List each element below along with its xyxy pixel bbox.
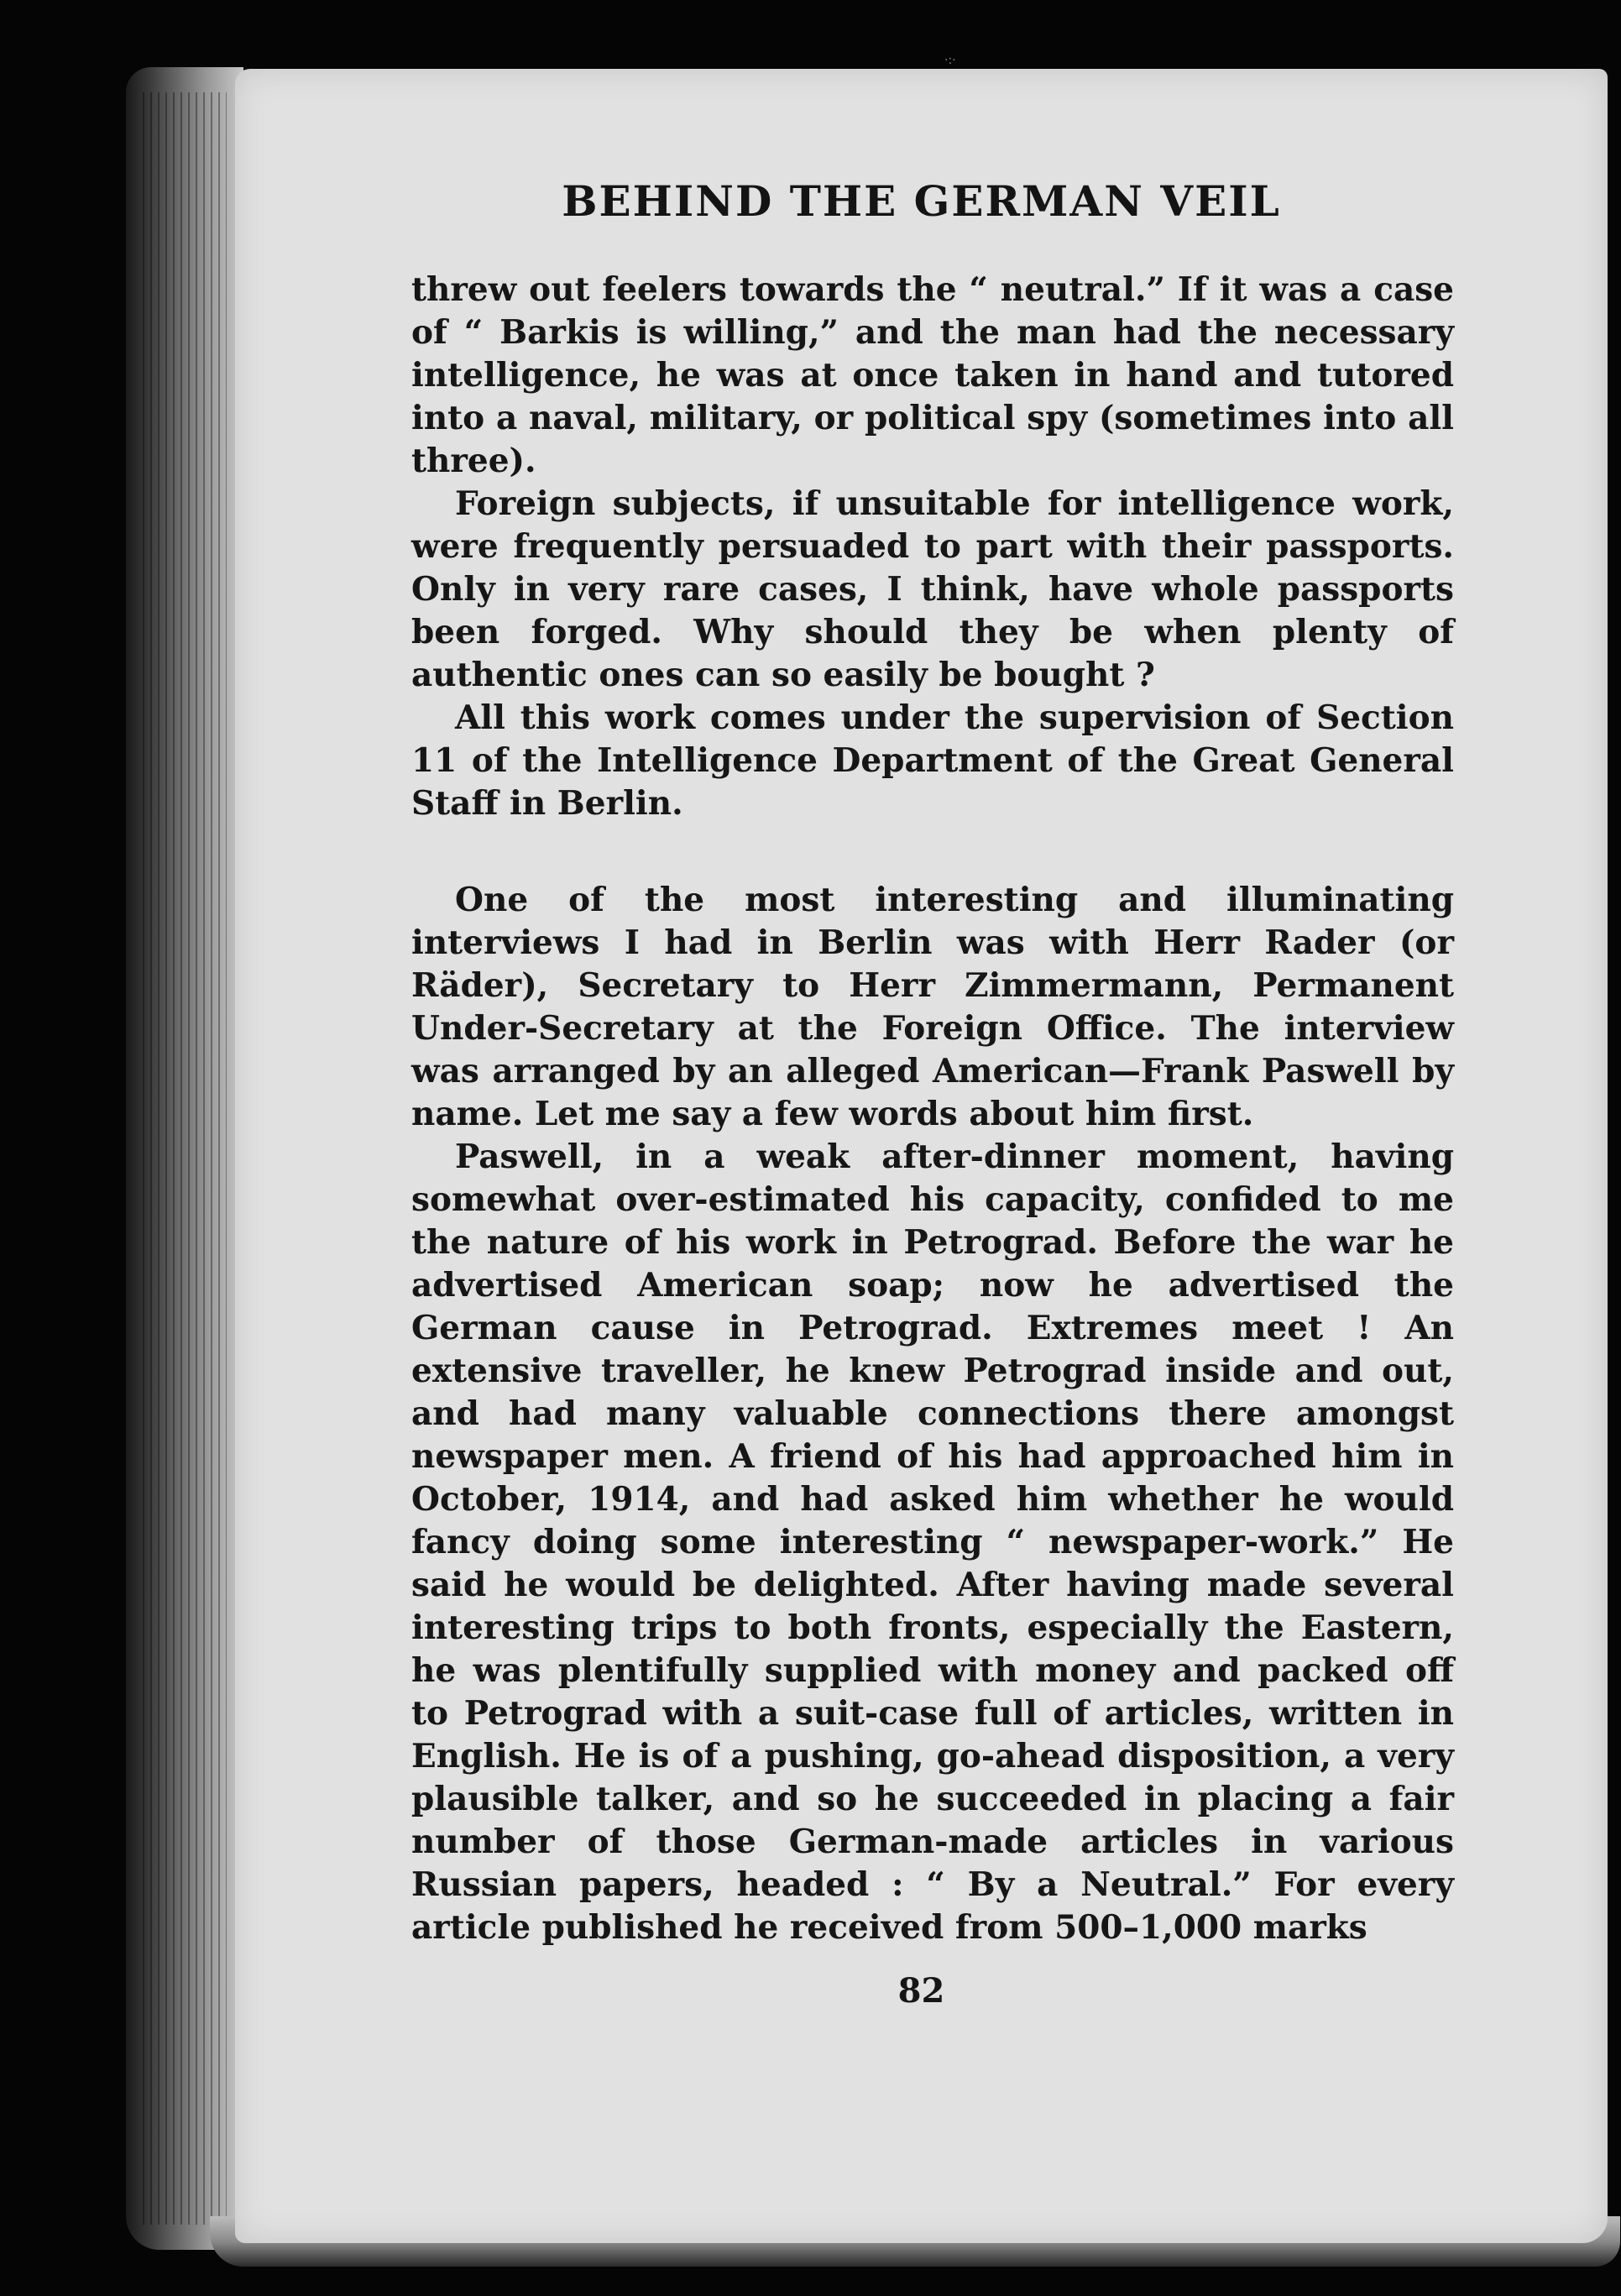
page-number: 82: [897, 1971, 945, 2011]
paragraph: Foreign subjects, if unsuitable for intelligence work, were frequently persuaded to part with their passports. Only in very rare cases, I think, have whole passports been forged. Why should they be when plenty of authentic ones can so easily be bought ?: [411, 484, 1454, 694]
body-text: [411, 269, 1454, 1949]
page-stack-edges: [143, 92, 227, 2225]
section-break: [411, 825, 1454, 879]
scan-speck: ·:·: [944, 54, 956, 67]
running-head: BEHIND THE GERMAN VEIL: [562, 176, 1281, 226]
paragraph: All this work comes under the supervision of Section 11 of the Intelligence Department of the Great General Staff in Berlin.: [411, 698, 1454, 823]
paragraph: threw out feelers towards the “ neutral.” If it was a case of “ Barkis is willing,” and the man had the necessary intelligence, he was at once taken in hand and tutored into a naval, military, or political spy (sometimes into all three).: [411, 270, 1454, 480]
paragraph: One of the most interesting and illuminating interviews I had in Berlin was with Herr Rader (or Räder), Secretary to Herr Zimmermann, Permanent Under-Secretary at the Foreign Office. The interview was arranged by an alleged American—Frank Paswell by name. Let me say a few words about him first.: [411, 881, 1454, 1133]
paragraph: Paswell, in a weak after-dinner moment, having somewhat over-estimated his capacity, confided to me the nature of his work in Petrograd. Before the war he advertised American soap; now he advertised the German cause in Petrograd. Extremes meet ! An extensive traveller, he knew Petrograd inside and out, and had many valuable connections there amongst newspaper men. A friend of his had approached him in October, 1914, and had asked him whether he would fancy doing some interesting “ newspaper-work.” He said he would be delighted. After having made several interesting trips to both fronts, especially the Eastern, he was plentifully supplied with money and packed off to Petrograd with a suit-case full of articles, written in English. He is of a pushing, go-ahead disposition, a very plausible talker, and so he succeeded in placing a fair number of those German-made articles in various Russian papers, headed : “ By a Neutral.” For every article published he received from 500–1,000 marks: [411, 1138, 1454, 1947]
